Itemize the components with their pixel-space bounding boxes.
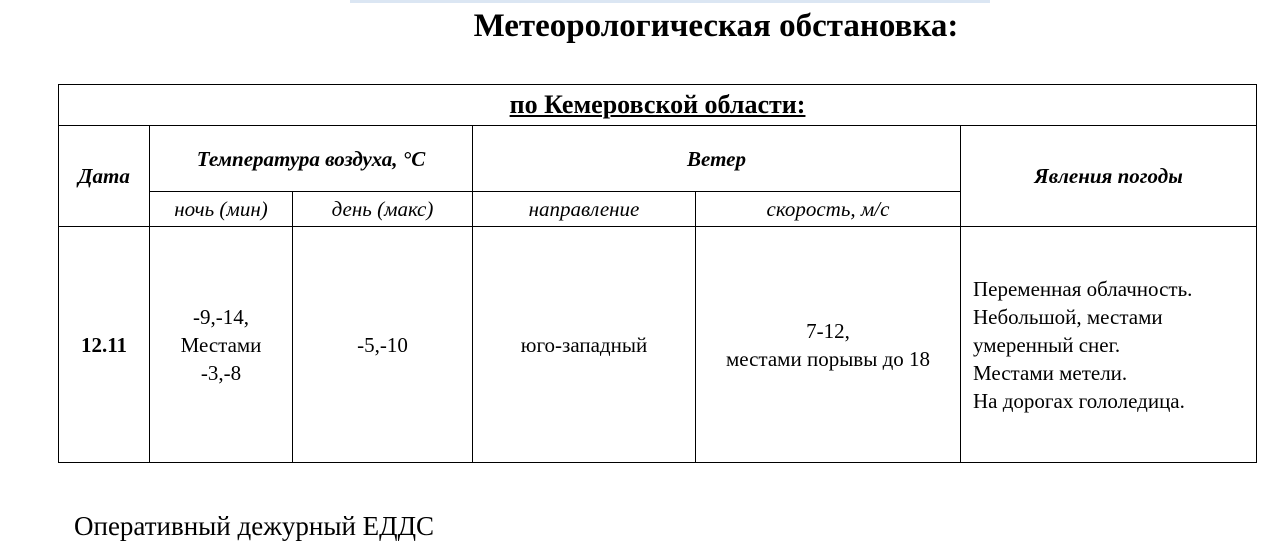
date-header: Дата bbox=[59, 126, 150, 227]
phenomena-header: Явления погоды bbox=[961, 126, 1257, 227]
temp-night-line: Местами bbox=[180, 332, 262, 357]
top-decorative-rule bbox=[350, 0, 990, 3]
duty-officer-label: Оперативный дежурный ЕДДС bbox=[74, 511, 435, 541]
phenomena-line: умеренный снег. bbox=[973, 332, 1121, 357]
temp-night-cell bbox=[150, 227, 293, 463]
document-title: Метеорологическая обстановка: bbox=[473, 8, 959, 44]
temp-night-line: -3,-8 bbox=[200, 360, 242, 385]
wind-speed-cell bbox=[696, 227, 961, 463]
wind-speed-header: скорость, м/с bbox=[696, 192, 961, 227]
wind-header: Ветер bbox=[473, 126, 961, 192]
temp-night-line: -9,-14, bbox=[193, 304, 249, 329]
temp-day-cell: -5,-10 bbox=[293, 227, 473, 463]
phenomena-line: Местами метели. bbox=[973, 360, 1128, 385]
temp-day-header: день (макс) bbox=[293, 192, 473, 227]
wind-speed-line: 7-12, bbox=[806, 318, 850, 343]
phenomena-cell bbox=[961, 227, 1257, 463]
phenomena-line: На дорогах гололедица. bbox=[973, 388, 1185, 413]
temp-night-header: ночь (мин) bbox=[150, 192, 293, 227]
temperature-header: Температура воздуха, °С bbox=[150, 126, 473, 192]
weather-table bbox=[58, 84, 1257, 463]
wind-direction-cell: юго-западный bbox=[473, 227, 696, 463]
phenomena-line: Небольшой, местами bbox=[973, 304, 1163, 329]
region-heading: по Кемеровской области: bbox=[59, 85, 1257, 126]
table-row bbox=[59, 227, 1257, 463]
wind-speed-line: местами порывы до 18 bbox=[725, 346, 931, 371]
date-cell: 12.11 bbox=[59, 227, 150, 463]
phenomena-line: Переменная облачность. bbox=[973, 276, 1193, 301]
wind-direction-header: направление bbox=[473, 192, 696, 227]
